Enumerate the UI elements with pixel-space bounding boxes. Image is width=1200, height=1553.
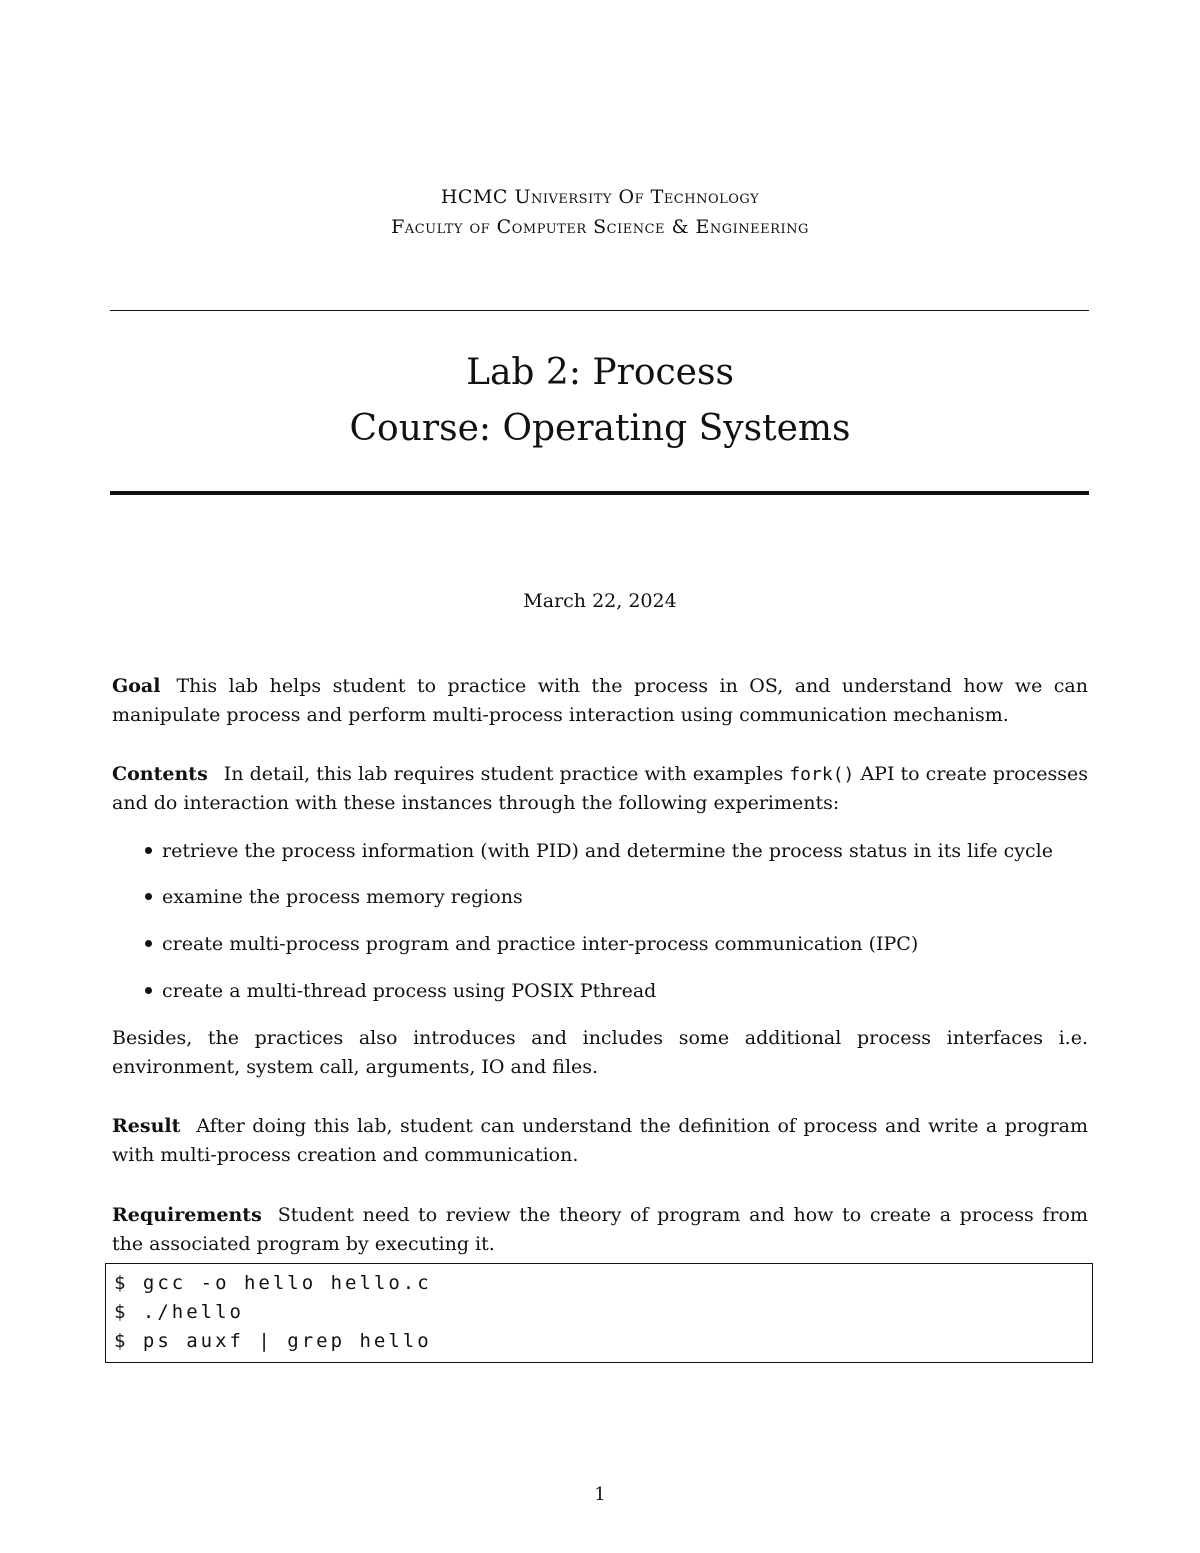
fork-api: fork() xyxy=(789,764,855,785)
top-rule xyxy=(110,310,1089,311)
list-item xyxy=(145,883,523,912)
bottom-rule xyxy=(110,491,1089,495)
goal-text: This lab helps student to practice with the process in OS, and understand how we can manipulate process and perform multi-process interaction using communication mechanism. xyxy=(112,675,1088,726)
bullet-icon xyxy=(145,847,152,854)
contents-text-after: API to create processes and do interaction with these instances through the following experiments: xyxy=(112,763,1088,814)
list-item xyxy=(145,977,656,1006)
bullet-icon xyxy=(145,940,152,947)
besides-paragraph: Besides, the practices also introduces and includes some additional process interfaces i.e. environment, system call, arguments, IO and files. xyxy=(112,1027,1088,1078)
page-number: 1 xyxy=(594,1484,606,1505)
contents-label: Contents xyxy=(112,763,208,785)
code-line: $ gcc -o hello hello.c xyxy=(114,1272,432,1294)
document-date: March 22, 2024 xyxy=(523,590,677,612)
contents-text-before: In detail, this lab requires student practice with examples xyxy=(223,763,784,785)
requirements-text: Student need to review the theory of program and how to create a process from the associated program by executing it. xyxy=(112,1204,1088,1255)
list-item-text: examine the process memory regions xyxy=(162,886,523,908)
contents-paragraph xyxy=(112,760,1088,818)
list-item-text: create multi-process program and practice inter-process communication (IPC) xyxy=(162,933,919,955)
result-paragraph xyxy=(112,1112,1088,1170)
course-title: Course: Operating Systems xyxy=(349,408,851,449)
code-line: $ ./hello xyxy=(114,1301,244,1323)
university-name: HCMC University Of Technology xyxy=(440,186,760,208)
list-item xyxy=(145,837,1053,866)
lab-title: Lab 2: Process xyxy=(466,352,734,393)
requirements-label: Requirements xyxy=(112,1204,262,1226)
result-label: Result xyxy=(112,1115,181,1137)
bullet-icon xyxy=(145,893,152,900)
goal-label: Goal xyxy=(112,675,161,697)
result-text: After doing this lab, student can understand the definition of process and write a program with multi-process creation and communication. xyxy=(112,1115,1088,1166)
code-line: $ ps auxf | grep hello xyxy=(114,1330,432,1352)
list-item-text: retrieve the process information (with PID) and determine the process status in its life cycle xyxy=(162,840,1053,862)
list-item-text: create a multi-thread process using POSIX Pthread xyxy=(162,980,657,1002)
code-block xyxy=(105,1263,1093,1363)
requirements-paragraph xyxy=(112,1201,1088,1259)
faculty-name: Faculty of Computer Science & Engineering xyxy=(391,216,809,238)
goal-paragraph xyxy=(112,672,1088,730)
list-item xyxy=(145,930,918,959)
bullet-icon xyxy=(145,987,152,994)
